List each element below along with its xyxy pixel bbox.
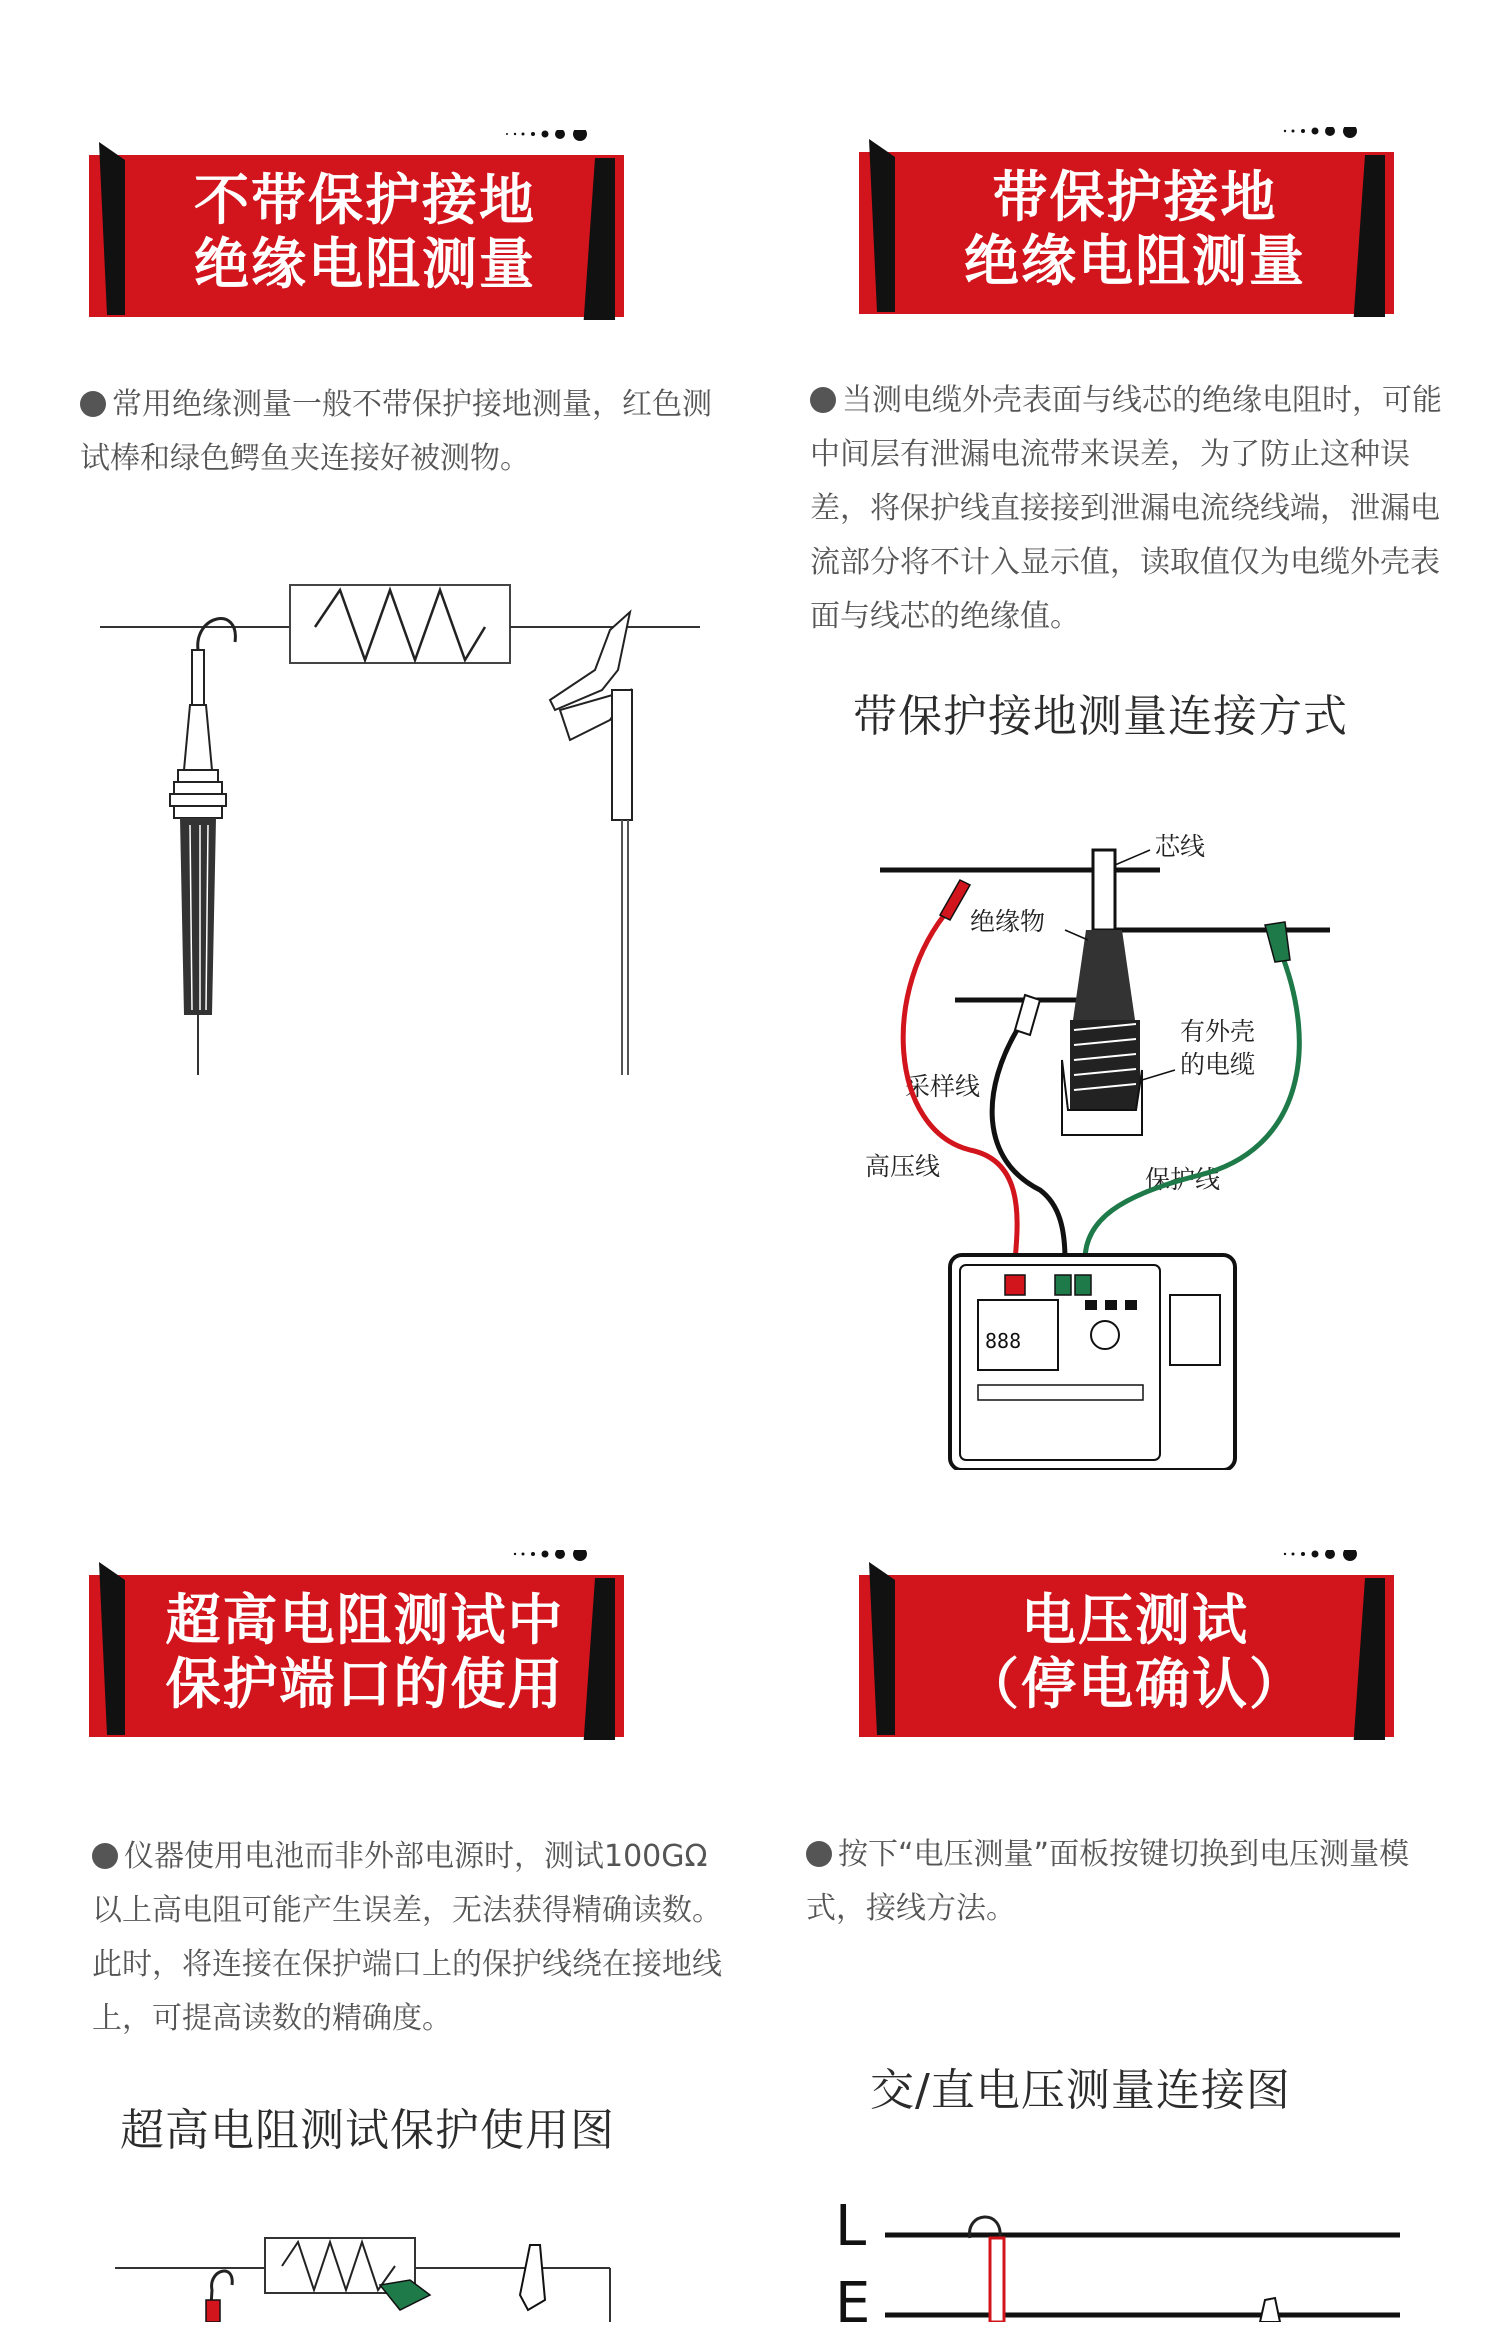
section1-title-line2: 绝缘电阻测量 xyxy=(193,232,536,296)
section4-title-banner xyxy=(855,1550,1415,1740)
label-guard: 保护线 xyxy=(1145,1165,1221,1194)
bullet-dot-icon xyxy=(92,1843,118,1869)
section2-title-line1: 带保护接地 xyxy=(992,165,1278,229)
line-label-e: E xyxy=(835,2271,871,2322)
section4-voltage-diagram xyxy=(835,2190,1405,2322)
section2-title-banner xyxy=(855,127,1415,317)
section3-title-line1: 超高电阻测试中 xyxy=(165,1588,565,1652)
section3-guard-usage-diagram xyxy=(110,2200,630,2322)
bullet-dot-icon xyxy=(806,1841,832,1867)
section4-subheading: 交/直电压测量连接图 xyxy=(870,2065,1291,2116)
section2-description: 当测电缆外壳表面与线芯的绝缘电阻时，可能中间层有泄漏电流带来误差，为了防止这种误差，将保护线直接接到泄漏电流绕线端，泄漏电流部分将不计入显示值，读取值仅为电缆外壳表面与线芯的绝缘值。 xyxy=(810,383,1442,634)
section3-subheading: 超高电阻测试保护使用图 xyxy=(120,2105,615,2156)
section2-title-line2: 绝缘电阻测量 xyxy=(963,229,1306,293)
instrument-display: 888 xyxy=(985,1329,1022,1353)
section2-subheading: 带保护接地测量连接方式 xyxy=(853,691,1348,742)
bullet-dot-icon xyxy=(80,391,106,417)
section2-guard-diagram xyxy=(860,830,1340,1470)
label-shielded-1: 有外壳 xyxy=(1180,1017,1256,1046)
section3-title-line2: 保护端口的使用 xyxy=(165,1652,565,1716)
label-sample: 采样线 xyxy=(905,1072,981,1101)
line-label-l: L xyxy=(835,2194,867,2259)
section1-probe-diagram xyxy=(90,570,710,1090)
section4-title-line1: 电压测试 xyxy=(1020,1588,1249,1652)
section1-description: 常用绝缘测量一般不带保护接地测量，红色测试棒和绿色鳄鱼夹连接好被测物。 xyxy=(80,387,712,476)
bullet-dot-icon xyxy=(810,387,836,413)
label-shielded-2: 的电缆 xyxy=(1180,1050,1256,1079)
label-core: 芯线 xyxy=(1155,832,1206,861)
section3-title-banner xyxy=(85,1550,645,1740)
section1-title-line1: 不带保护接地 xyxy=(193,168,536,232)
section3-description: 仪器使用电池而非外部电源时，测试100GΩ 以上高电阻可能产生误差，无法获得精确读数。 此时，将连接在保护端口上的保护线绕在接地线上，可提高读数的精确度。 xyxy=(92,1839,722,2036)
section4-title-line2: （停电确认） xyxy=(963,1652,1306,1716)
label-high-voltage: 高压线 xyxy=(865,1152,941,1181)
section4-description: 按下“电压测量”面板按键切换到电压测量模式，接线方法。 xyxy=(806,1837,1410,1926)
section1-title-banner xyxy=(85,130,645,320)
label-insulation: 绝缘物 xyxy=(970,907,1046,936)
